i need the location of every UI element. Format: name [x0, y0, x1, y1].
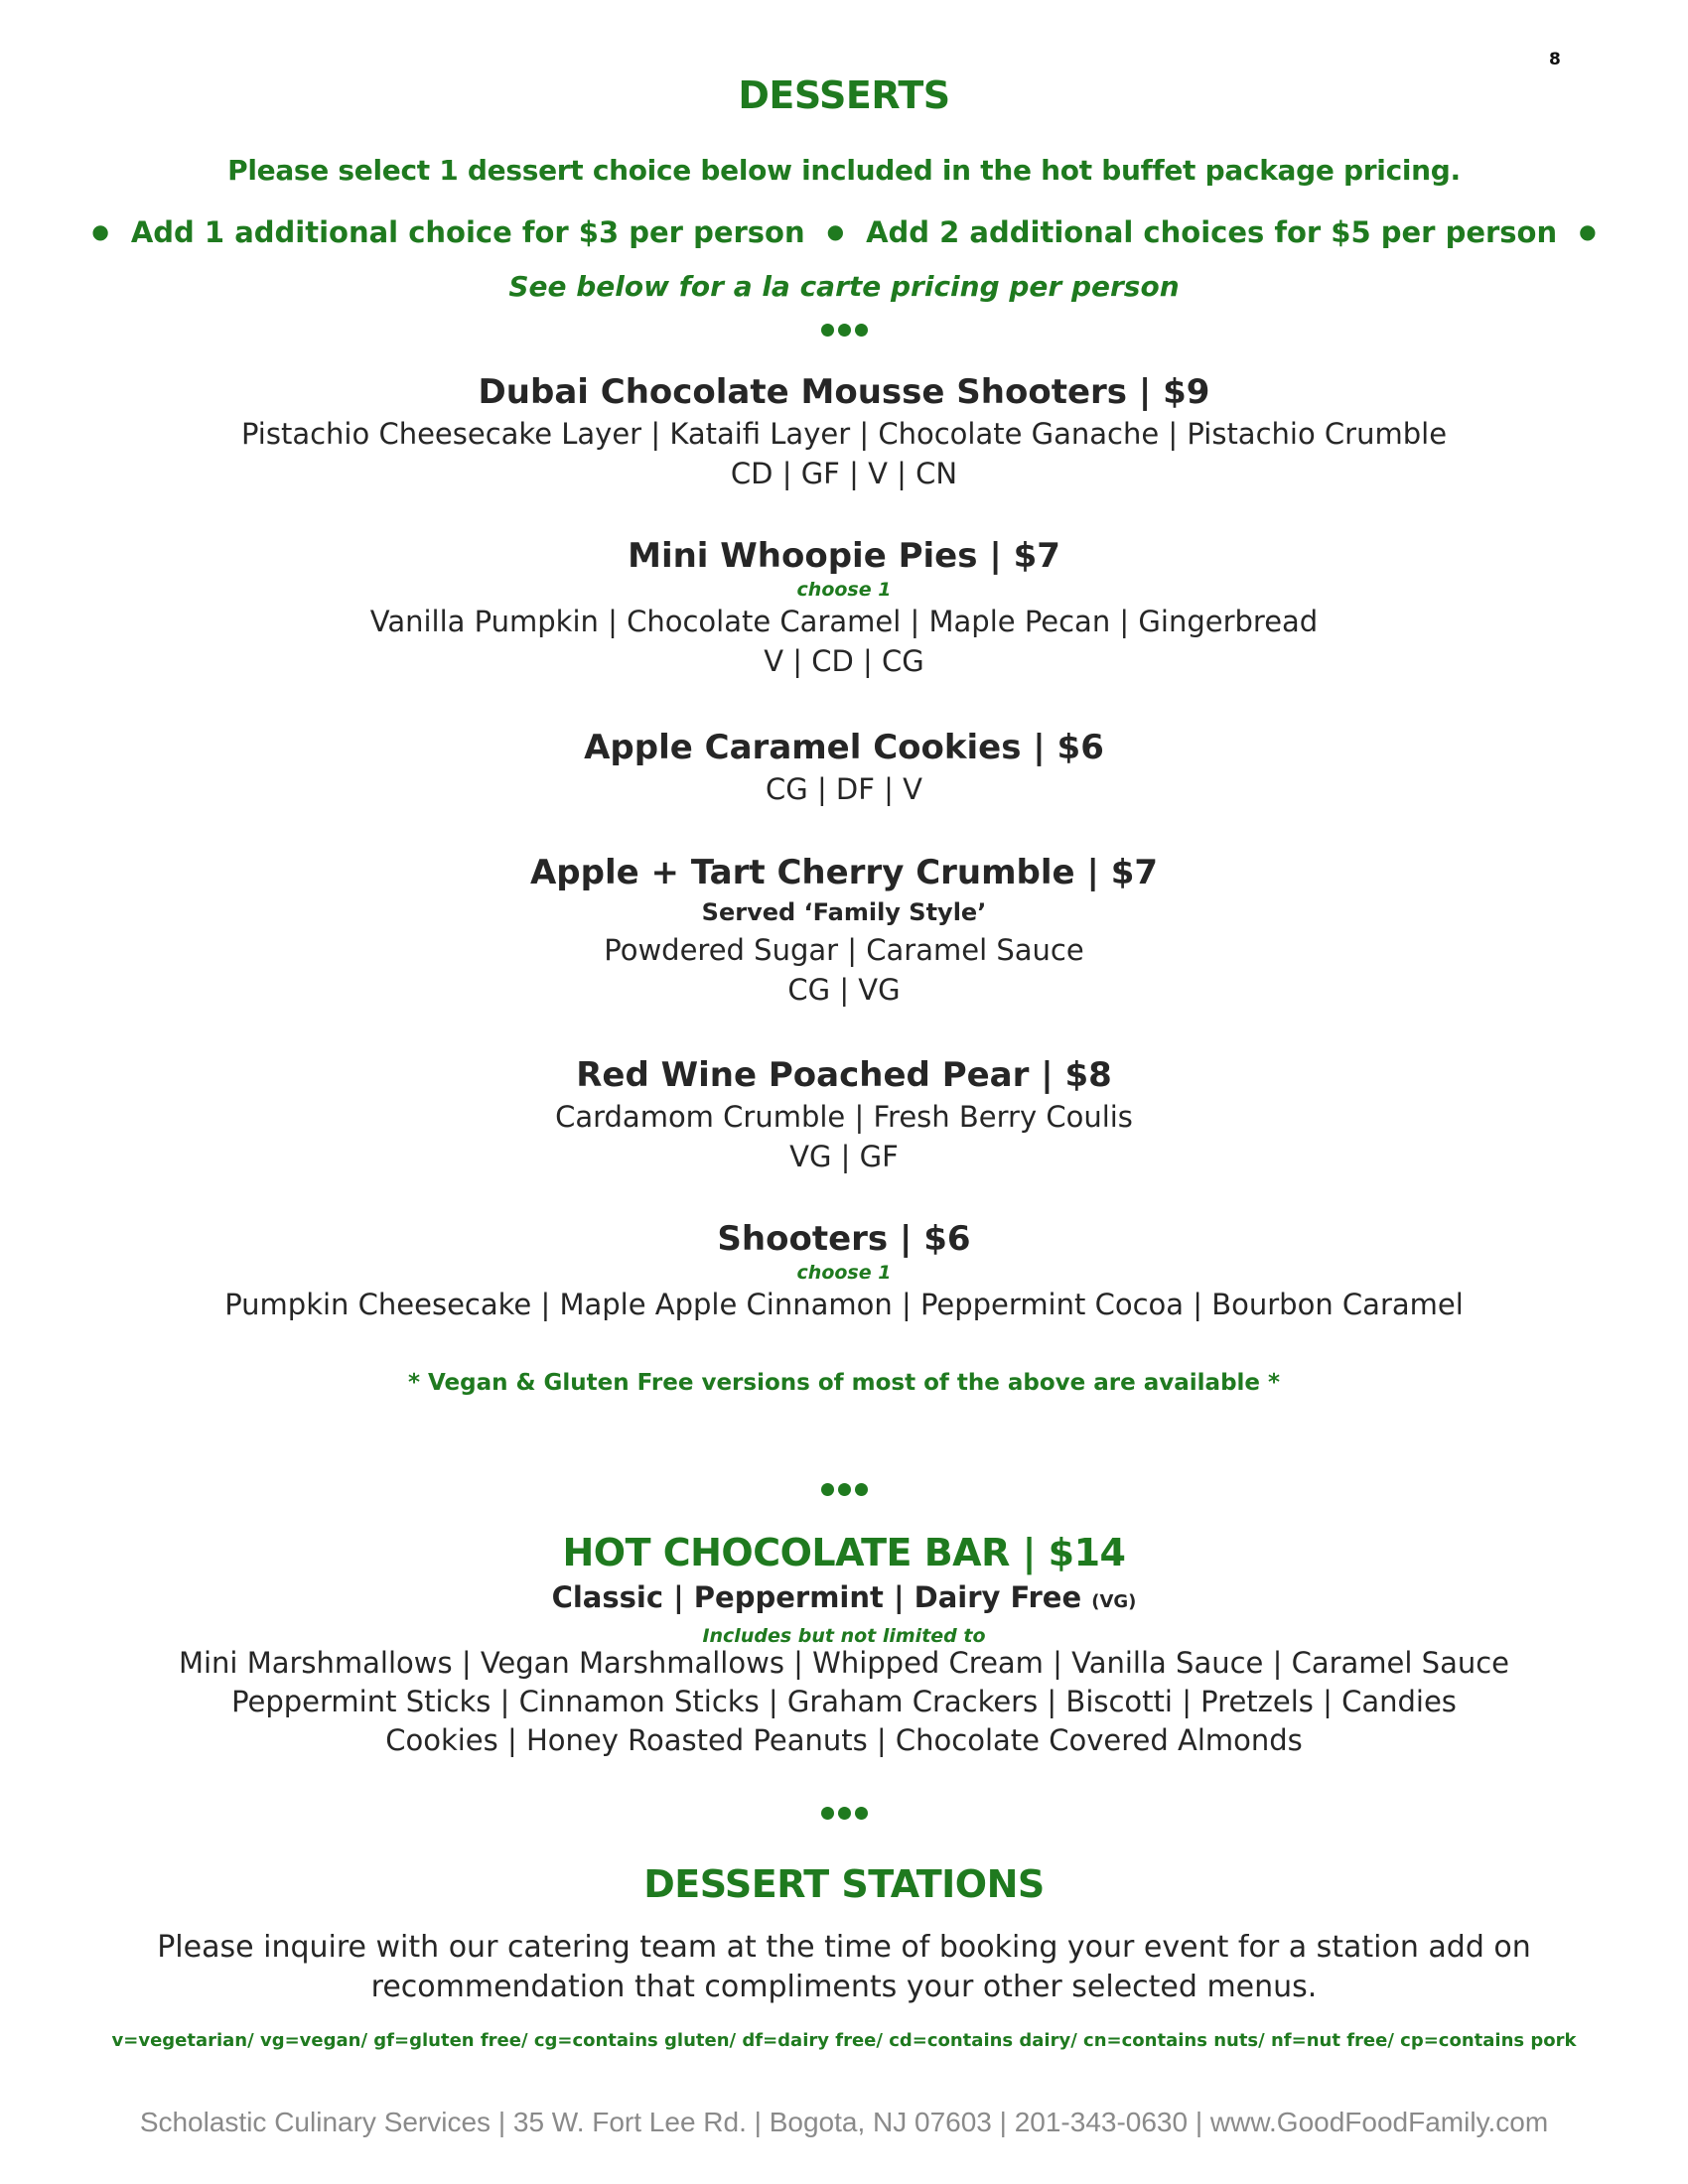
item-name: Apple Caramel Cookies | $6: [584, 728, 1104, 767]
item-dietary-tags: CG | DF | V: [766, 772, 922, 806]
addon-two: Add 2 additional choices for $5 per person: [866, 215, 1558, 249]
item-dietary-tags: V | CD | CG: [764, 644, 924, 678]
item-description: Vanilla Pumpkin | Chocolate Caramel | Maple Pecan | Gingerbread: [369, 605, 1319, 638]
page-number: 8: [1549, 50, 1561, 69]
menu-item: [0, 1217, 1688, 1324]
dessert-stations-title: DESSERT STATIONS: [643, 1862, 1045, 1906]
item-name: Dubai Chocolate Mousse Shooters | $9: [478, 372, 1210, 412]
addon-pricing: [0, 215, 1688, 249]
divider-dots-icon: [0, 1483, 1688, 1500]
divider-dots-icon: [0, 1807, 1688, 1824]
item-description: Pistachio Cheesecake Layer | Kataifi Layer | Chocolate Ganache | Pistachio Crumble: [240, 417, 1448, 451]
bullet-icon: ●: [1579, 219, 1597, 243]
item-description: Cardamom Crumble | Fresh Berry Coulis: [555, 1100, 1133, 1134]
addon-one: Add 1 additional choice for $3 per person: [130, 215, 805, 249]
flavors-vegan-tag: (VG): [1091, 1591, 1137, 1612]
flavors-text: Classic | Peppermint | Dairy Free: [551, 1580, 1082, 1614]
dessert-stations-text: [0, 1928, 1688, 2007]
includes-note: Includes but not limited to: [702, 1625, 986, 1647]
item-note: choose 1: [796, 579, 892, 601]
menu-item: [0, 370, 1688, 493]
menu-item: [0, 534, 1688, 681]
menu-item: [0, 1053, 1688, 1176]
dietary-legend: v=vegetarian/ vg=vegan/ gf=gluten free/ cg=contains gluten/ df=dairy free/ cd=contains dairy/ cn=contains nuts/ nf=nut free/ cp=contains pork: [111, 2030, 1577, 2051]
desserts-intro: Please select 1 dessert choice below included in the hot buffet package pricing.: [227, 154, 1461, 187]
item-dietary-tags: VG | GF: [789, 1140, 899, 1173]
a-la-carte-note: See below for a la carte pricing per person: [508, 270, 1180, 303]
item-name: Shooters | $6: [717, 1219, 971, 1259]
hot-chocolate-toppings: [0, 1644, 1688, 1760]
footer-contact: Scholastic Culinary Services | 35 W. Fort Lee Rd. | Bogota, NJ 07603 | 201-343-0630 | www.GoodFoodFamily.com: [139, 2107, 1549, 2137]
item-name: Red Wine Poached Pear | $8: [576, 1055, 1112, 1095]
item-note: choose 1: [796, 1262, 892, 1284]
hot-chocolate-title: HOT CHOCOLATE BAR | $14: [562, 1531, 1126, 1574]
menu-item: [0, 726, 1688, 809]
menu-item: [0, 851, 1688, 1010]
item-served-style: Served ‘Family Style’: [701, 898, 987, 926]
item-name: Mini Whoopie Pies | $7: [628, 536, 1060, 576]
item-name: Apple + Tart Cherry Crumble | $7: [529, 853, 1159, 892]
bullet-icon: ●: [826, 219, 845, 243]
hot-chocolate-flavors: [0, 1580, 1688, 1614]
divider-dots-icon: [0, 324, 1688, 341]
item-description: Powdered Sugar | Caramel Sauce: [604, 933, 1084, 967]
item-dietary-tags: CG | VG: [787, 973, 901, 1007]
item-description: Pumpkin Cheesecake | Maple Apple Cinnamon | Peppermint Cocoa | Bourbon Caramel: [224, 1288, 1464, 1321]
bullet-icon: ●: [91, 219, 109, 243]
toppings-line: Mini Marshmallows | Vegan Marshmallows | Whipped Cream | Vanilla Sauce | Caramel Sauce: [178, 1646, 1510, 1680]
toppings-line: Peppermint Sticks | Cinnamon Sticks | Graham Crackers | Biscotti | Pretzels | Candies: [231, 1685, 1457, 1718]
vegan-gluten-free-note: * Vegan & Gluten Free versions of most of the above are available *: [407, 1370, 1281, 1396]
stations-line: recommendation that compliments your other selected menus.: [370, 1970, 1318, 2004]
toppings-line: Cookies | Honey Roasted Peanuts | Chocolate Covered Almonds: [385, 1723, 1303, 1757]
item-dietary-tags: CD | GF | V | CN: [730, 457, 958, 490]
desserts-title: DESSERTS: [738, 73, 950, 117]
stations-line: Please inquire with our catering team at the time of booking your event for a station add on: [157, 1930, 1531, 1965]
